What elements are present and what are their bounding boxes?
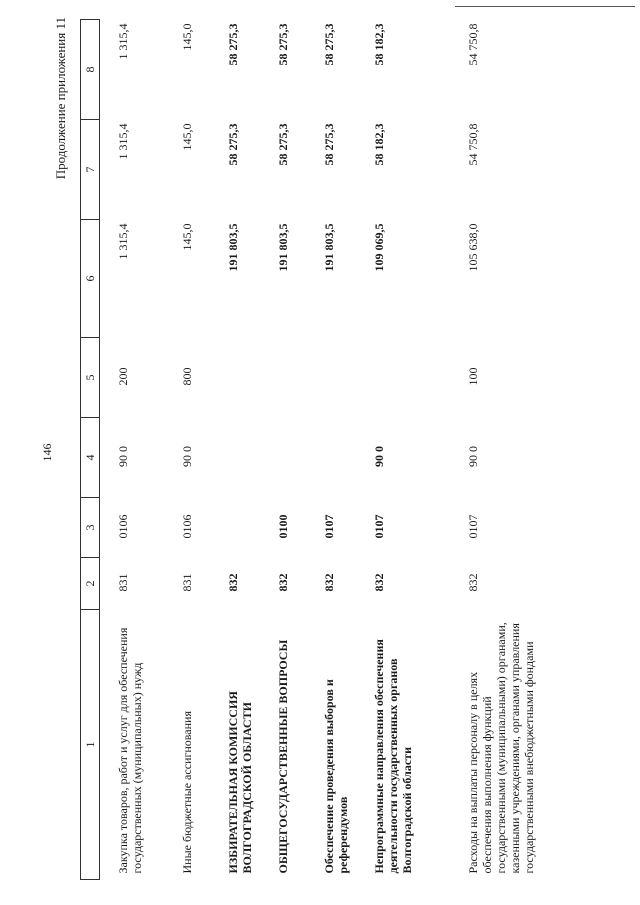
row-c8: 58 275,3 (322, 23, 336, 66)
budget-table (80, 19, 570, 880)
row-c4: 90 0 (466, 446, 480, 467)
row-c6: 145,0 (180, 223, 194, 251)
row-c3: 0107 (372, 514, 386, 539)
row-c3: 0106 (180, 514, 194, 539)
row-c7: 58 275,3 (226, 123, 240, 166)
row-c3: 0100 (276, 514, 290, 539)
row-c4 (270, 418, 316, 498)
row-c6: 109 069,5 (372, 223, 386, 272)
row-c6: 191 803,5 (226, 223, 240, 272)
top-rule (455, 6, 635, 7)
row-c7: 145,0 (180, 123, 194, 151)
row-c4 (220, 418, 270, 498)
row-c8: 58 275,3 (276, 23, 290, 66)
table-row (174, 20, 220, 880)
table-row (366, 20, 460, 880)
row-c5 (316, 338, 366, 418)
table-row (460, 20, 570, 880)
header-row (81, 20, 100, 880)
row-name: Закупка товаров, работ и услуг для обеспечения государственных (муниципальных) нужд (116, 627, 144, 874)
row-c5: 800 (180, 367, 194, 386)
row-c2: 831 (116, 573, 130, 592)
row-c2: 832 (466, 573, 480, 592)
table-row (270, 20, 316, 880)
row-c5 (366, 338, 460, 418)
rotated-page (40, 15, 630, 890)
row-c6: 191 803,5 (276, 223, 290, 272)
row-c5: 200 (116, 367, 130, 386)
header-cell: 5 (81, 338, 100, 418)
row-c7: 54 750,8 (466, 123, 480, 166)
row-c2: 832 (372, 573, 386, 592)
row-c5: 100 (466, 367, 480, 386)
header-cell: 6 (81, 220, 100, 338)
header-cell: 4 (81, 418, 100, 498)
table-row (316, 20, 366, 880)
row-c8: 58 182,3 (372, 23, 386, 66)
row-c6: 191 803,5 (322, 223, 336, 272)
row-c7: 58 275,3 (276, 123, 290, 166)
table-row (220, 20, 270, 880)
row-c3: 0107 (322, 514, 336, 539)
row-name: Расходы на выплаты персоналу в целях обеспечения выполнения функций государственными (муниципальными) органами, казенными учреждениями, органами управления государственными внебюджетными фондами (466, 622, 536, 874)
row-name: Иные бюджетные ассигнования (180, 711, 194, 874)
row-c4: 90 0 (116, 446, 130, 467)
header-cell: 8 (81, 20, 100, 120)
header-cell: 7 (81, 120, 100, 220)
row-c2: 832 (276, 573, 290, 592)
row-c4: 90 0 (180, 446, 194, 467)
header-cell: 2 (81, 558, 100, 610)
row-c2: 832 (226, 573, 240, 592)
row-c8: 54 750,8 (466, 23, 480, 66)
row-c3: 0107 (466, 514, 480, 539)
row-c7: 1 315,4 (116, 123, 130, 160)
row-name: ОБЩЕГОСУДАРСТВЕННЫЕ ВОПРОСЫ (276, 639, 290, 874)
row-name: ИЗБИРАТЕЛЬНАЯ КОМИССИЯ ВОЛГОГРАДСКОЙ ОБЛАСТИ (226, 691, 254, 874)
header-cell: 1 (81, 610, 100, 880)
row-c5 (220, 338, 270, 418)
row-c8: 1 315,4 (116, 23, 130, 60)
row-c5 (270, 338, 316, 418)
row-c7: 58 182,3 (372, 123, 386, 166)
row-c6: 105 638,0 (466, 223, 480, 272)
row-name: Непрограммные направления обеспечения деятельности государственных органов Волгоградской области (372, 639, 414, 874)
row-c3 (220, 498, 270, 558)
row-c2: 832 (322, 573, 336, 592)
row-name: Обеспечение проведения выборов и референдумов (322, 679, 350, 874)
page-number: 146 (40, 443, 54, 462)
table-row (110, 20, 174, 880)
header-cell: 3 (81, 498, 100, 558)
appendix-caption: Продолжение приложения 11 (53, 17, 68, 180)
row-c8: 58 275,3 (226, 23, 240, 66)
row-c8: 145,0 (180, 23, 194, 51)
row-c2: 831 (180, 573, 194, 592)
row-c6: 1 315,4 (116, 223, 130, 260)
row-c3: 0106 (116, 514, 130, 539)
row-c4 (316, 418, 366, 498)
row-c4: 90 0 (372, 446, 386, 467)
row-c7: 58 275,3 (322, 123, 336, 166)
